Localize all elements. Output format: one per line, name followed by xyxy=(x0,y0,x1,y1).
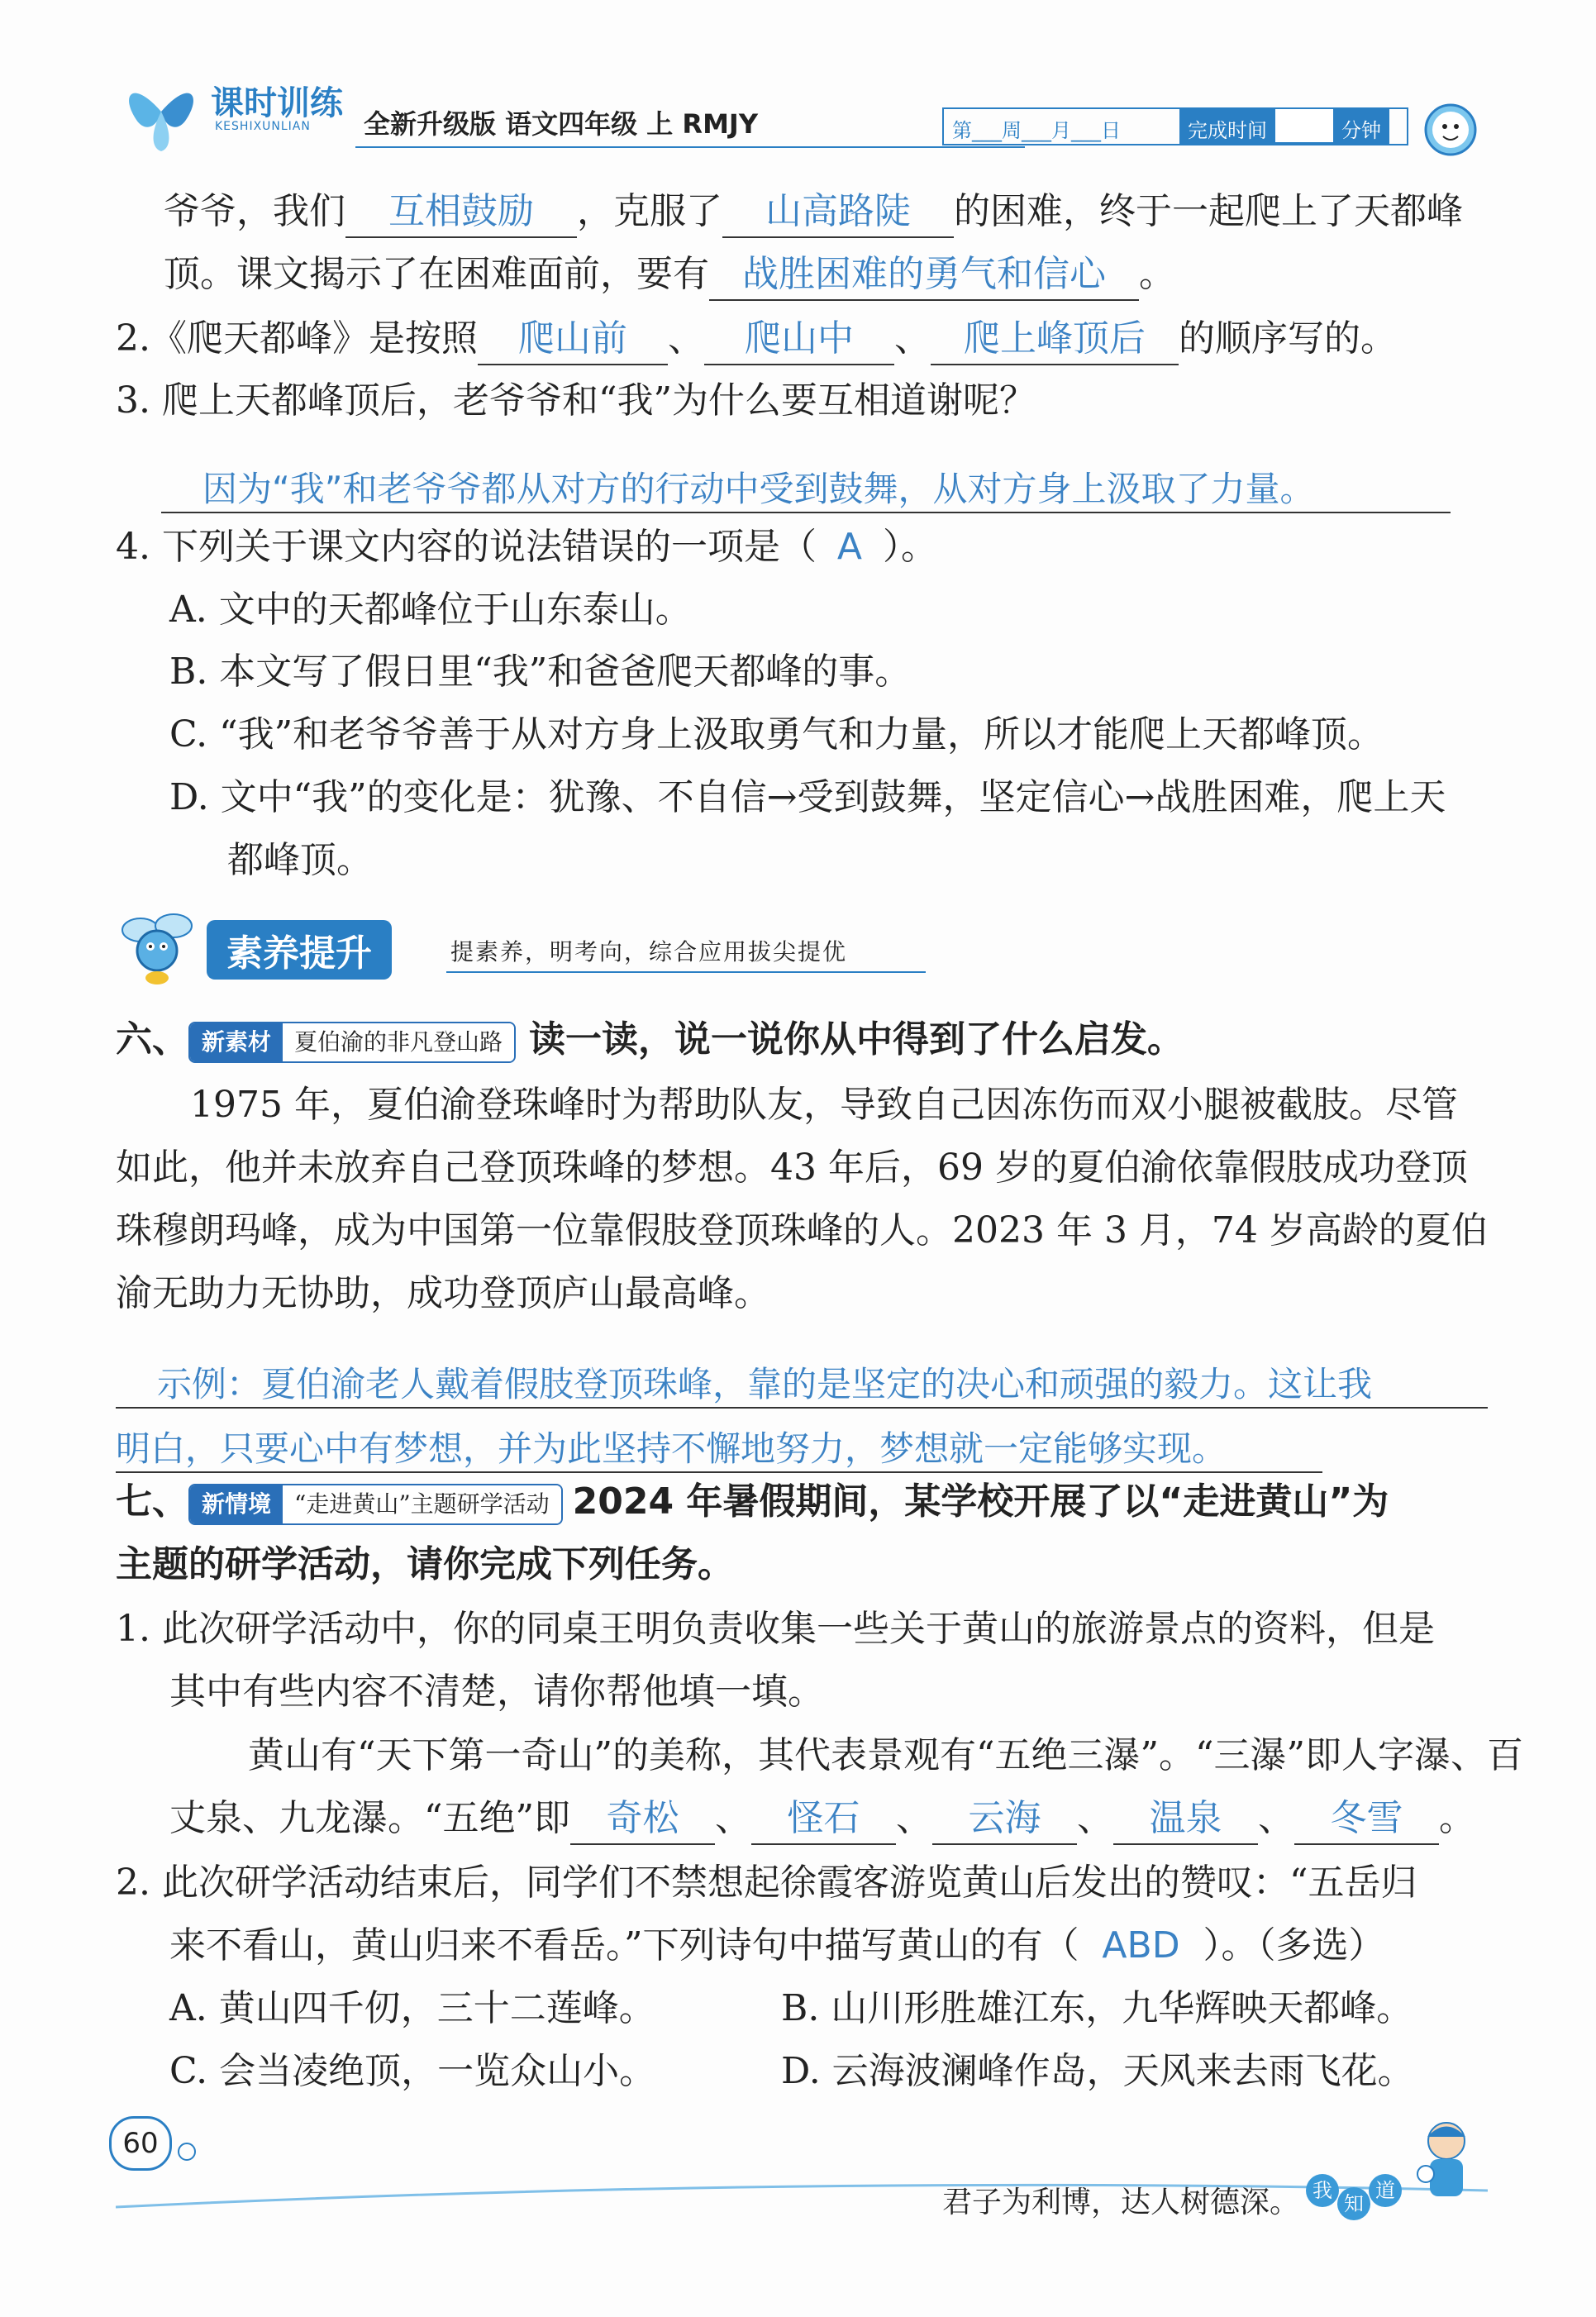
section-rule xyxy=(446,971,926,973)
blank-2[interactable]: 山高路陡 xyxy=(722,187,954,238)
blank-q2-1[interactable]: 爬山前 xyxy=(478,314,668,365)
blank-q2-3[interactable]: 爬上峰顶后 xyxy=(931,314,1179,365)
date-box xyxy=(942,107,1408,145)
q7-task1-line4: 丈泉、九龙瀑。“五绝”即 奇松 、 怪石 、 云海 、 温泉 、 冬雪 。 xyxy=(169,1794,1475,1845)
question-2: 2.《爬天都峰》是按照 爬山前 、 爬山中 、 爬上峰顶后 的顺序写的。 xyxy=(116,314,1397,365)
section-title: 素养提升 xyxy=(207,920,392,980)
badge-group xyxy=(1306,2174,1405,2224)
week-date-label: 第___周___月___日 xyxy=(952,119,1121,142)
section-subtitle: 提素养，明考向，综合应用拔尖提优 xyxy=(450,938,848,965)
page-dot-icon xyxy=(178,2143,196,2161)
question-4-answer: A xyxy=(836,526,863,568)
bee-mascot-icon xyxy=(116,905,198,988)
blank-wujue-2[interactable]: 怪石 xyxy=(751,1794,896,1845)
footer-motto: 君子为利博，达人树德深。 xyxy=(942,2186,1300,2219)
q-prev-line2: 顶。课文揭示了在困难面前，要有 战胜困难的勇气和信心 。 xyxy=(164,250,1175,301)
q4-option-d-cont: 都峰顶。 xyxy=(227,839,373,881)
q6-passage-4: 渝无助力无协助，成功登顶庐山最高峰。 xyxy=(116,1272,770,1314)
q6-passage-3: 珠穆朗玛峰，成为中国第一位靠假肢登顶珠峰的人。2023 年 3 月，74 岁高龄的夏伯 xyxy=(116,1209,1488,1251)
q7-task1-line1: 1. 此次研学活动中，你的同桌王明负责收集一些关于黄山的旅游景点的资料，但是 xyxy=(116,1608,1435,1650)
badge-wo: 我 xyxy=(1306,2174,1339,2207)
q7-option-b: B. 山川形胜雄江东，九华辉映天都峰。 xyxy=(781,1987,1413,2029)
badge-dao: 道 xyxy=(1369,2174,1402,2207)
page-number: 60 xyxy=(122,2127,159,2160)
q7-task1-line2: 其中有些内容不清楚，请你帮他填一填。 xyxy=(169,1671,824,1713)
header xyxy=(107,70,1496,161)
q7-task2-line1: 2. 此次研学活动结束后，同学们不禁想起徐霞客游览黄山后发出的赞叹：“五岳归 xyxy=(116,1862,1417,1904)
finish-time-blank xyxy=(1275,109,1333,144)
q7-option-c: C. 会当凌绝顶，一览众山小。 xyxy=(169,2050,656,2092)
question-3: 3. 爬上天都峰顶后，老爷爷和“我”为什么要互相道谢呢？ xyxy=(116,379,1036,422)
q7-option-a: A. 黄山四千仞，三十二莲峰。 xyxy=(169,1987,655,2029)
tag-new-material: 新素材 夏伯渝的非凡登山路 xyxy=(188,1022,516,1063)
student-mascot-icon xyxy=(1409,2116,1484,2207)
blank-3[interactable]: 战胜困难的勇气和信心 xyxy=(709,250,1139,301)
finish-time-label: 完成时间 xyxy=(1179,109,1275,144)
q7-task2-answer: ABD xyxy=(1102,1924,1180,1967)
q4-option-c: C. “我”和老爷爷善于从对方身上汲取勇气和力量，所以才能爬上天都峰顶。 xyxy=(169,713,1384,756)
blank-wujue-4[interactable]: 温泉 xyxy=(1113,1794,1258,1845)
q6-answer-2: 明白，只要心中有梦想，并为此坚持不懈地努力，梦想就一定能够实现。 xyxy=(116,1428,1227,1469)
q4-option-d: D. 文中“我”的变化是：犹豫、不自信→受到鼓舞，坚定信心→战胜困难，爬上天 xyxy=(169,776,1446,818)
question-7: 七、 新情境 “走进黄山”主题研学活动 2024 年暑假期间，某学校开展了以“走进黄山”为 xyxy=(116,1477,1389,1527)
page-number-badge xyxy=(109,2116,172,2171)
q7-prompt-line2: 主题的研学活动，请你完成下列任务。 xyxy=(116,1543,734,1585)
q6-passage-1: 1975 年，夏伯渝登珠峰时为帮助队友，导致自己因冻伤而双小腿被截肢。尽管 xyxy=(190,1084,1458,1126)
q6-answer-1: 示例：夏伯渝老人戴着假肢登顶珠峰，靠的是坚定的决心和顽强的毅力。这让我 xyxy=(157,1364,1373,1404)
blank-wujue-5[interactable]: 冬雪 xyxy=(1294,1794,1439,1845)
brand-pinyin: KESHIXUNLIAN xyxy=(215,120,311,133)
blank-wujue-1[interactable]: 奇松 xyxy=(570,1794,715,1845)
question-3-answer: 因为“我”和老爷爷都从对方的行动中受到鼓舞，从对方身上汲取了力量。 xyxy=(202,469,1315,509)
q6-answer-line-1[interactable] xyxy=(116,1356,1488,1409)
q-prev-line1: 爷爷，我们 互相鼓励 ，克服了 山高路陡 的困难，终于一起爬上了天都峰 xyxy=(164,187,1463,238)
edition-label: 全新升级版 语文四年级 上 RMJY xyxy=(364,108,758,140)
header-rule xyxy=(355,146,1025,148)
blank-wujue-3[interactable]: 云海 xyxy=(932,1794,1077,1845)
q4-option-a: A. 文中的天都峰位于山东泰山。 xyxy=(169,589,692,631)
question-3-answer-line[interactable] xyxy=(161,459,1451,513)
blank-q2-2[interactable]: 爬山中 xyxy=(704,314,894,365)
badge-zhi: 知 xyxy=(1337,2187,1370,2220)
tag-new-scenario: 新情境 “走进黄山”主题研学活动 xyxy=(188,1484,563,1525)
minutes-label: 分钟 xyxy=(1333,109,1389,144)
q7-task2-line2: 来不看山，黄山归来不看岳。”下列诗句中描写黄山的有（ ABD ）。（多选） xyxy=(169,1921,1385,1971)
q7-option-d: D. 云海波澜峰作岛，天风来去雨飞花。 xyxy=(781,2050,1414,2092)
question-6: 六、 新素材 夏伯渝的非凡登山路 读一读，说一说你从中得到了什么启发。 xyxy=(116,1015,1184,1065)
blank-1[interactable]: 互相鼓励 xyxy=(345,187,577,238)
q4-option-b: B. 本文写了假日里“我”和爸爸爬天都峰的事。 xyxy=(169,651,912,693)
butterfly-logo-icon xyxy=(116,70,207,153)
section-header xyxy=(116,905,926,988)
question-4: 4. 下列关于课文内容的说法错误的一项是（ A ）。 xyxy=(116,522,937,572)
clock-mascot-icon xyxy=(1413,95,1488,161)
q6-passage-2: 如此，他并未放弃自己登顶珠峰的梦想。43 年后，69 岁的夏伯渝依靠假肢成功登顶 xyxy=(116,1147,1468,1189)
q7-task1-line3: 黄山有“天下第一奇山”的美称，其代表景观有“五绝三瀑”。“三瀑”即人字瀑、百 xyxy=(248,1734,1523,1776)
q6-answer-line-2[interactable] xyxy=(116,1420,1322,1473)
brand-title: 课时训练 xyxy=(211,84,343,122)
